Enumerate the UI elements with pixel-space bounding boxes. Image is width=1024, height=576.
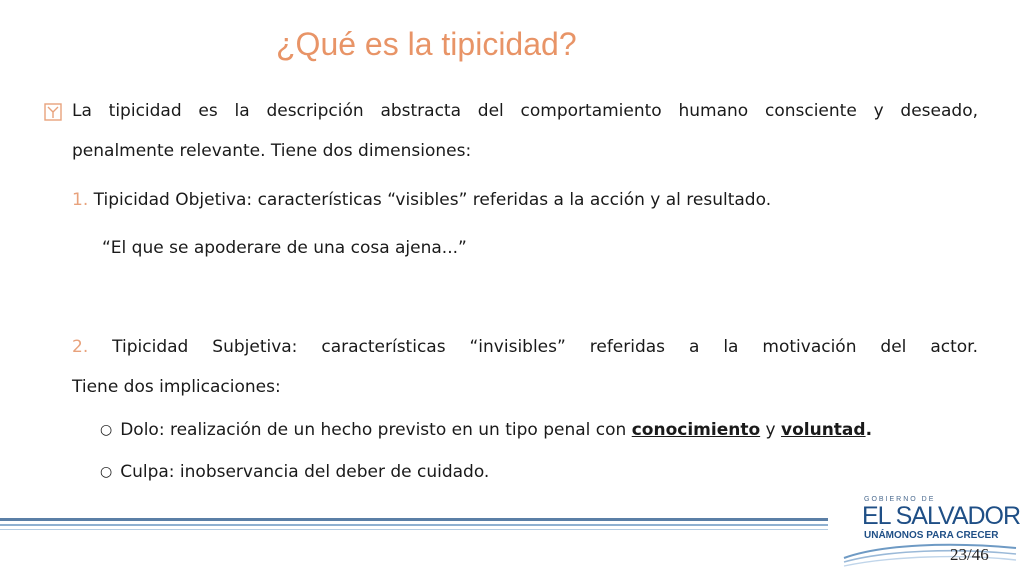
- list-item-objective: [72, 180, 771, 220]
- wave-swoosh-icon: [842, 538, 1018, 570]
- checkbox-bullet-icon: [44, 103, 62, 121]
- sub1-prefix: Dolo: realización de un hecho previsto en un tipo penal con: [120, 420, 632, 440]
- sub1-end: .: [865, 420, 873, 440]
- sub1-mid: y: [760, 420, 782, 440]
- page-number: 23/46: [950, 545, 989, 564]
- intro-line-2: penalmente relevante. Tiene dos dimensiones:: [72, 141, 472, 161]
- item-number: 2.: [72, 337, 89, 357]
- footer-rule: [0, 529, 828, 530]
- sub2-text: Culpa: inobservancia del deber de cuidado.: [120, 462, 490, 482]
- logo-main-text: EL SALVADOR: [862, 502, 1021, 530]
- item2-line-2: Tiene dos implicaciones:: [72, 377, 281, 397]
- circle-bullet-icon: ○: [100, 464, 113, 480]
- logo-small-text: GOBIERNO DE: [864, 496, 936, 503]
- sub-item-culpa: [100, 452, 489, 493]
- footer-rule: [0, 524, 828, 526]
- sub-item-dolo: [100, 410, 872, 451]
- logo-tagline: UNÁMONOS PARA CRECER: [864, 530, 999, 541]
- footer-rule: [0, 518, 828, 521]
- circle-bullet-icon: ○: [100, 422, 113, 438]
- intro-line-1: La tipicidad es la descripción abstracta del comportamiento humano consciente y deseado,: [72, 101, 978, 121]
- government-logo: [842, 494, 1021, 572]
- legal-quote: “El que se apoderare de una cosa ajena...”: [102, 238, 467, 258]
- keyword-conocimiento: conocimiento: [631, 420, 761, 440]
- item-number: 1.: [72, 190, 89, 210]
- intro-paragraph: [72, 91, 978, 171]
- slide-title: ¿Qué es la tipicidad?: [276, 26, 577, 62]
- item2-line1-text: Tipicidad Subjetiva: características “invisibles” referidas a la motivación del actor.: [112, 337, 978, 357]
- keyword-voluntad: voluntad: [781, 420, 866, 440]
- item2-line-1: [72, 327, 978, 367]
- list-item-subjective: [72, 327, 978, 407]
- item-text: Tipicidad Objetiva: características “visibles” referidas a la acción y al resultado.: [93, 190, 772, 210]
